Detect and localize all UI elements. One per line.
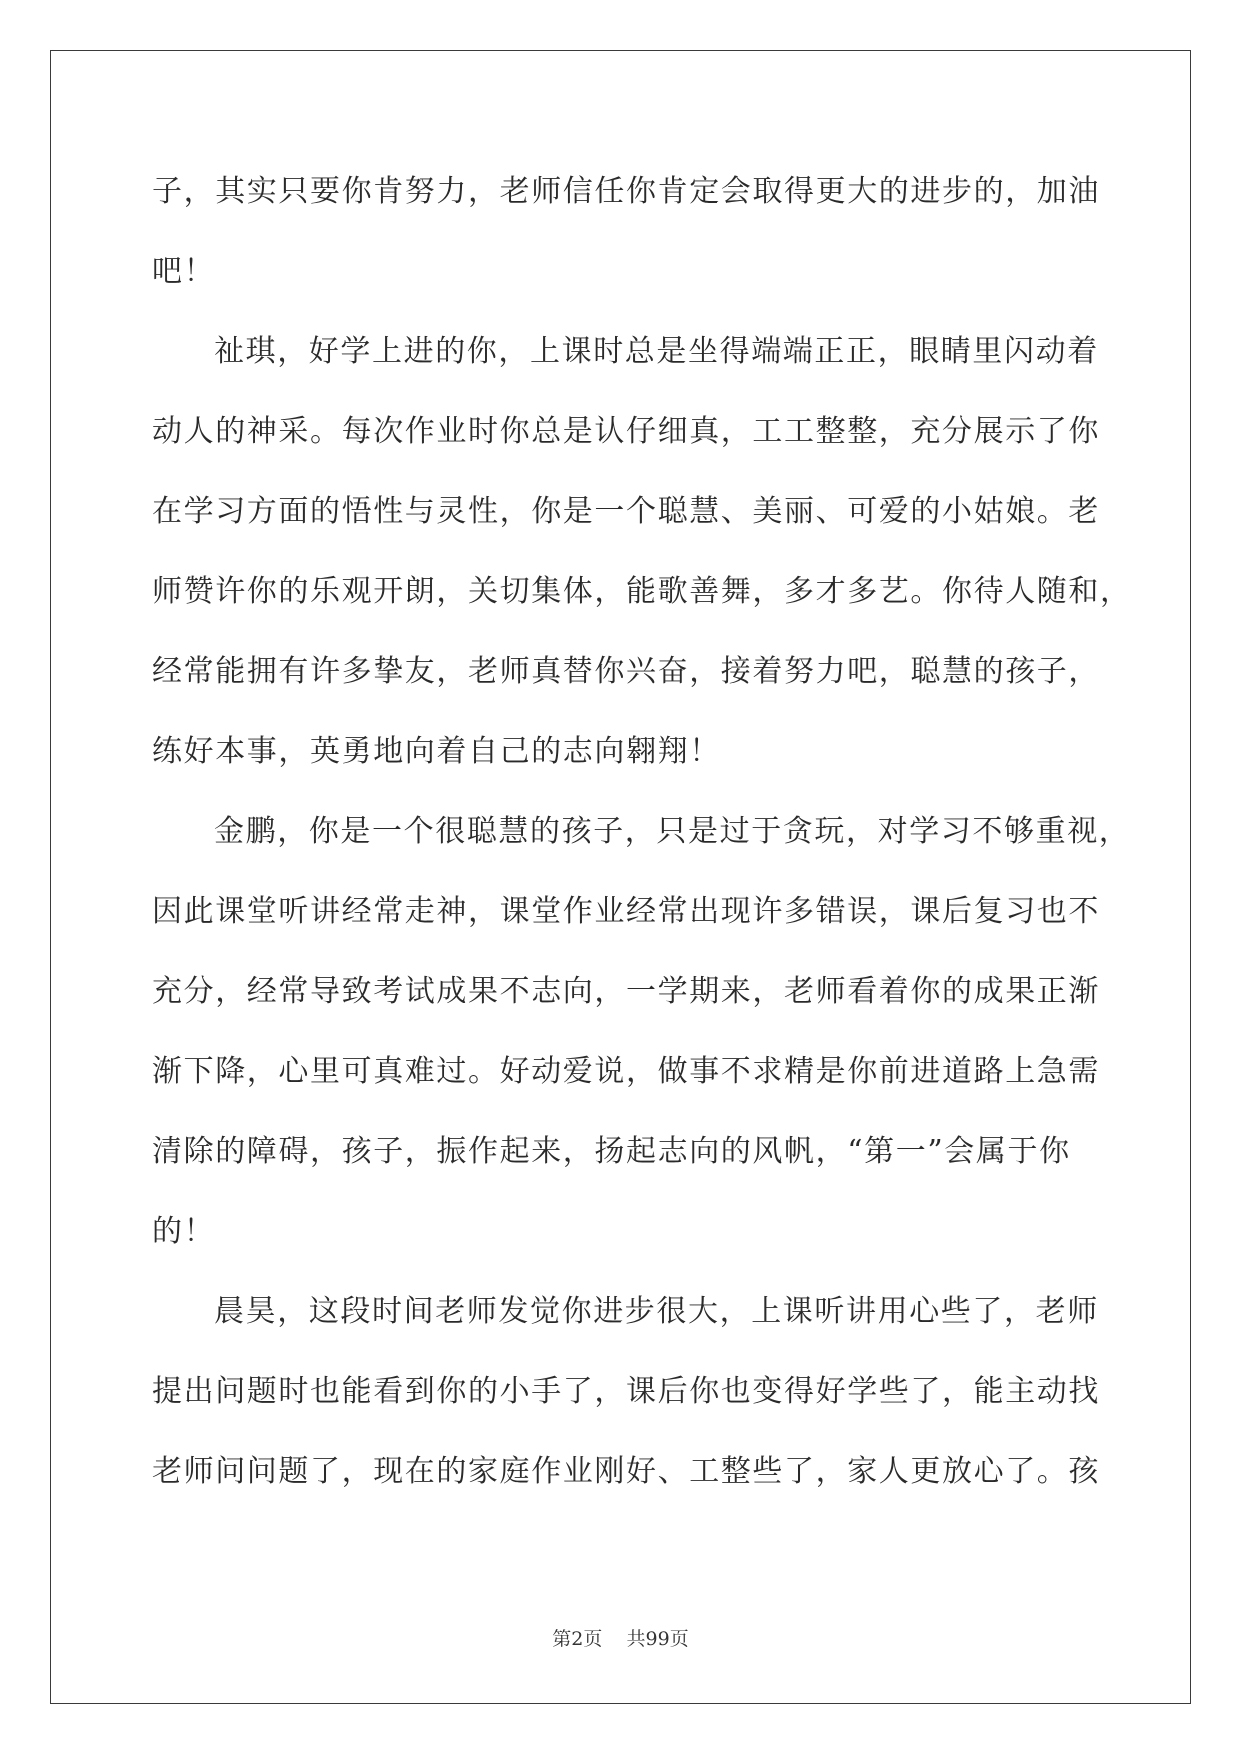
text-line: 师赞许你的乐观开朗，关切集体，能歌善舞，多才多艺。你待人随和， [152, 574, 1132, 609]
paragraph-start-line: 晨昊，这段时间老师发觉你进步很大，上课听讲用心些了，老师 [214, 1294, 1099, 1329]
text-line: 提出问题时也能看到你的小手了，课后你也变得好学些了，能主动找 [152, 1374, 1100, 1409]
page-footer [0, 1624, 1241, 1651]
paragraph-start-line: 祉琪，好学上进的你，上课时总是坐得端端正正，眼睛里闪动着 [214, 334, 1099, 369]
text-line: 吧！ [152, 254, 216, 289]
text-line: 渐下降，心里可真难过。好动爱说，做事不求精是你前进道路上急需 [152, 1054, 1100, 1089]
text-line: 经常能拥有许多挚友，老师真替你兴奋，接着努力吧，聪慧的孩子， [152, 654, 1100, 689]
text-line: 在学习方面的悟性与灵性，你是一个聪慧、美丽、可爱的小姑娘。老 [152, 494, 1100, 529]
text-line: 子，其实只要你肯努力，老师信任你肯定会取得更大的进步的，加油 [152, 174, 1100, 209]
paragraph-start-line: 金鹏，你是一个很聪慧的孩子，只是过于贪玩，对学习不够重视， [214, 814, 1131, 849]
page-number: 第2页 [552, 1628, 603, 1650]
text-line: 的！ [152, 1214, 216, 1249]
total-pages: 共99页 [626, 1628, 689, 1650]
text-line: 练好本事，英勇地向着自己的志向翱翔！ [152, 734, 721, 769]
text-line: 充分，经常导致考试成果不志向，一学期来，老师看着你的成果正渐 [152, 974, 1100, 1009]
text-line: 动人的神采。每次作业时你总是认仔细真，工工整整，充分展示了你 [152, 414, 1100, 449]
text-line: 老师问问题了，现在的家庭作业刚好、工整些了，家人更放心了。孩 [152, 1454, 1100, 1489]
text-line: 因此课堂听讲经常走神，课堂作业经常出现许多错误，课后复习也不 [152, 894, 1100, 929]
text-line: 清除的障碍，孩子，振作起来，扬起志向的风帆，“第一”会属于你 [152, 1134, 1071, 1169]
document-body [152, 157, 1132, 1517]
